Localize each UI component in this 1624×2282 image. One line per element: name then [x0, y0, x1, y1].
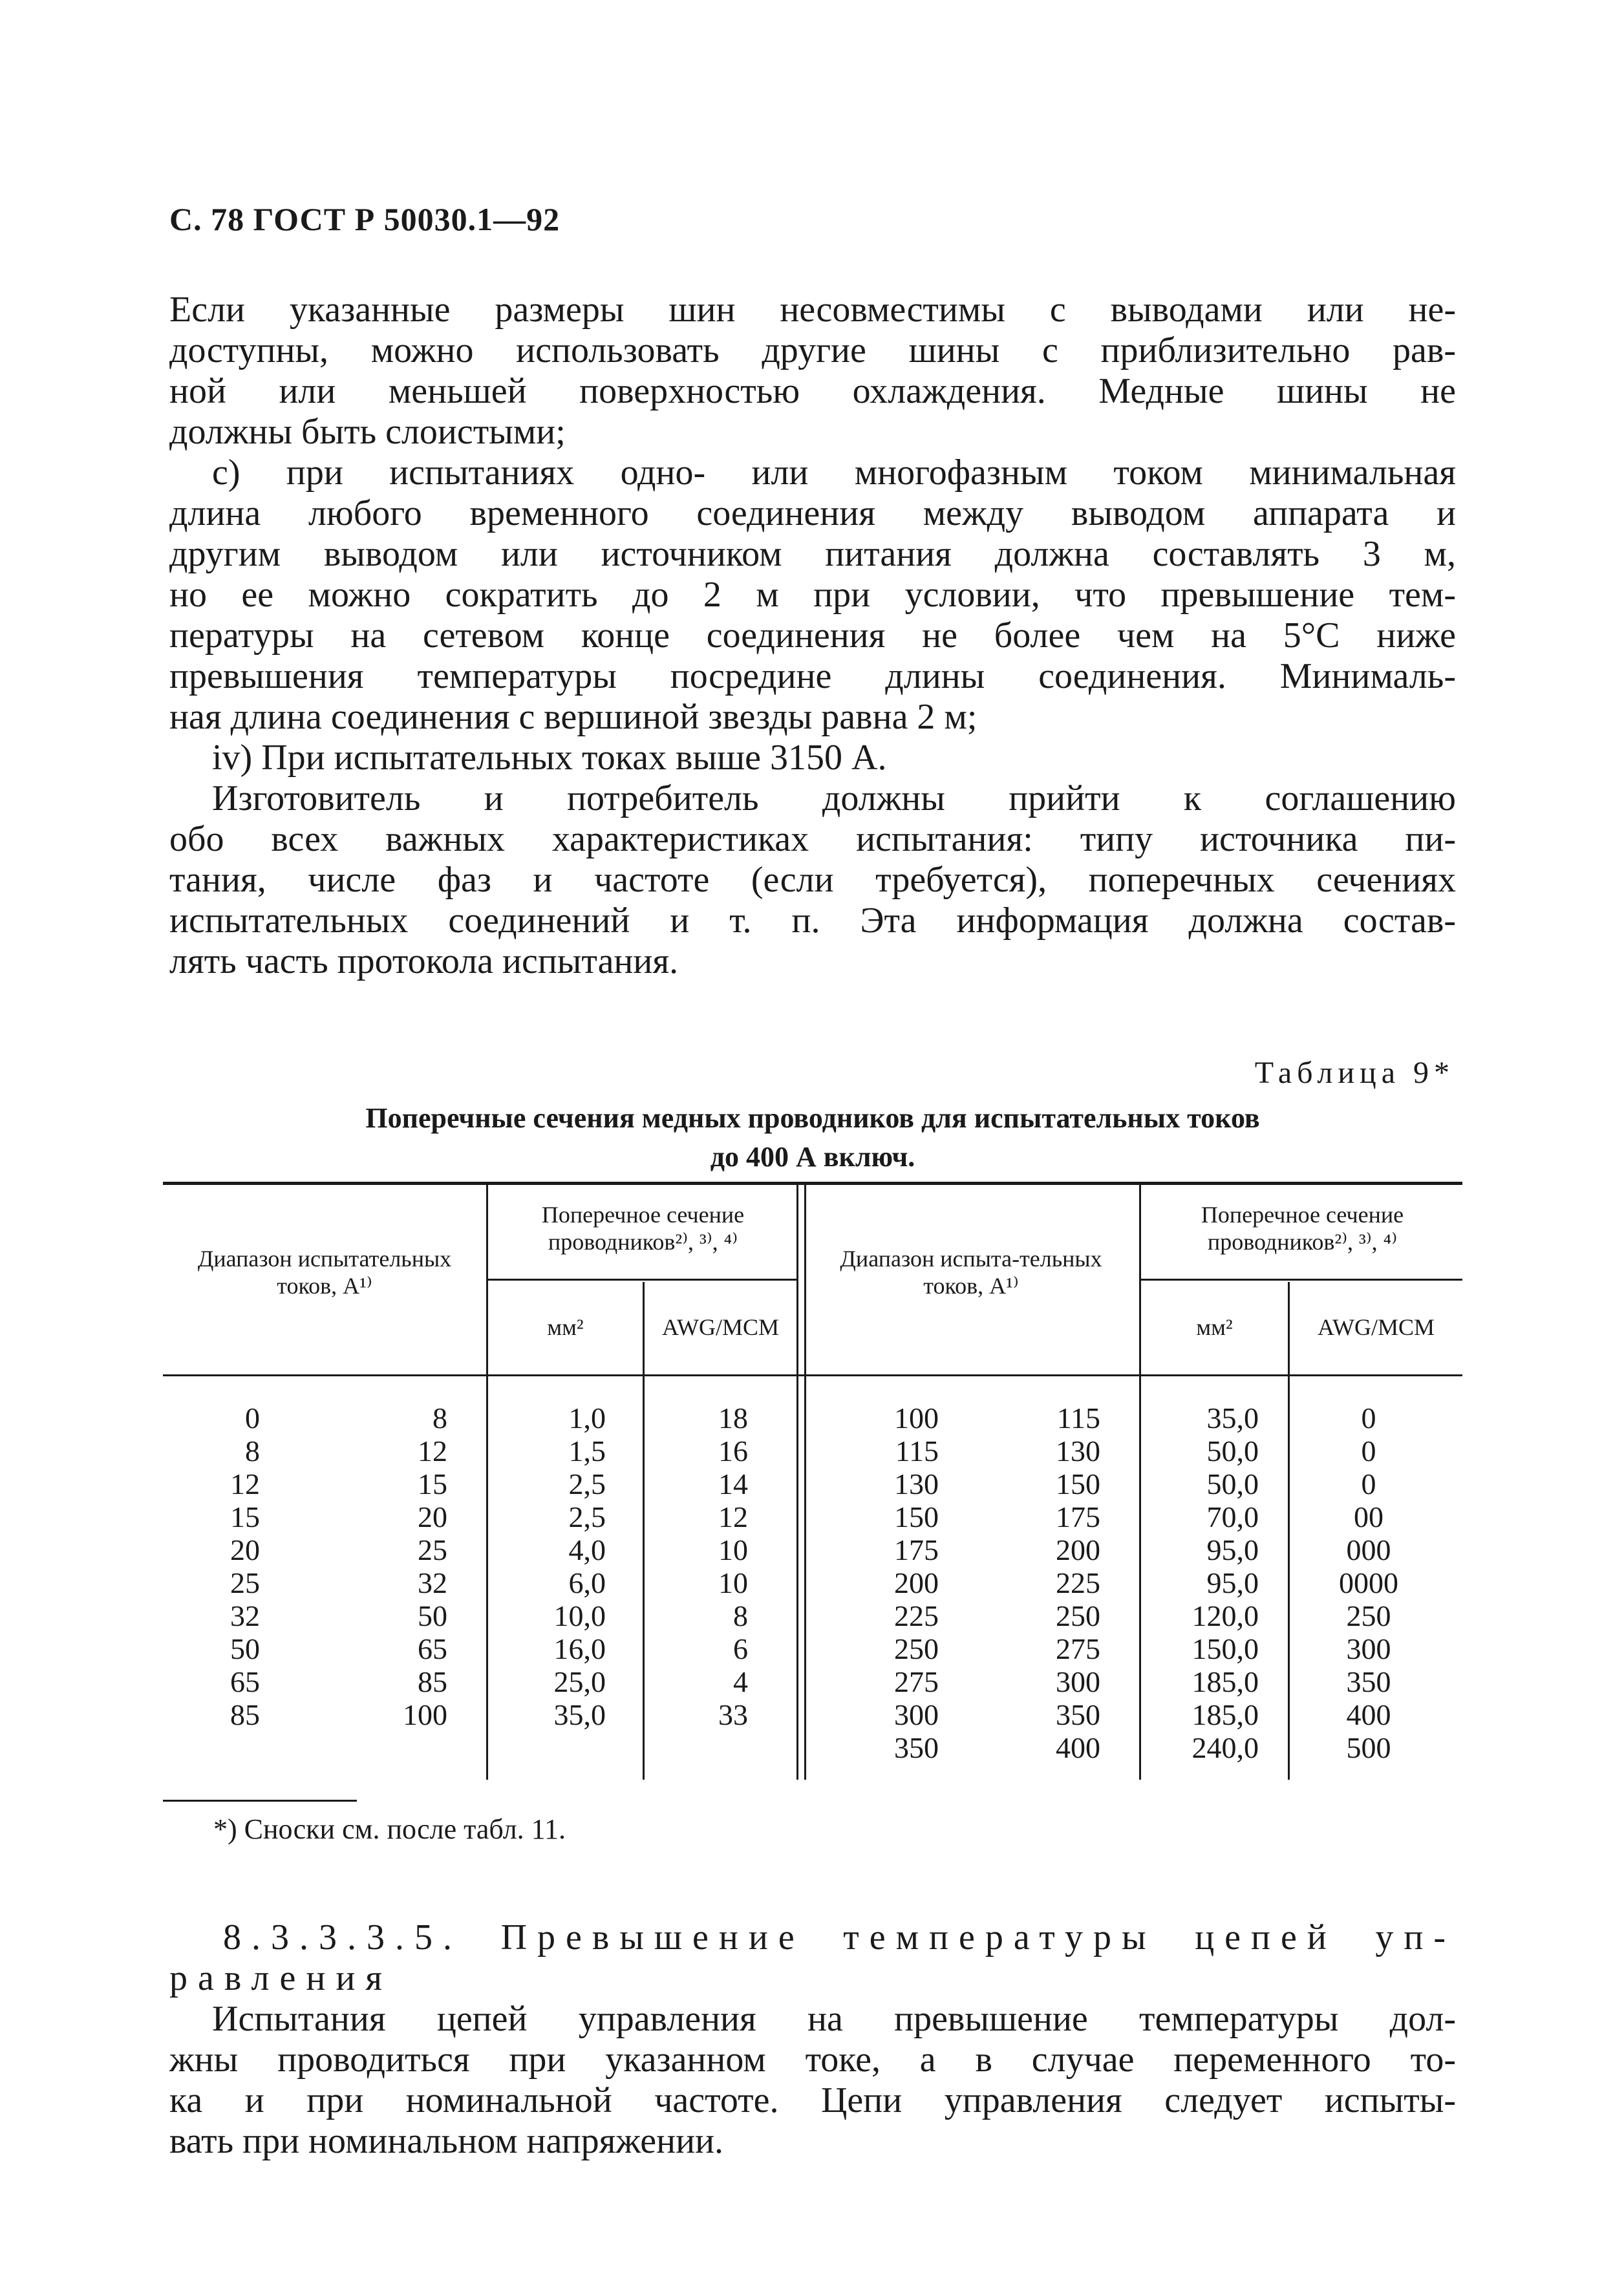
table-cell: 0000	[1339, 1566, 1398, 1599]
table-cell: 16,0	[553, 1632, 606, 1665]
column-right-from	[868, 1402, 939, 1764]
table-cell: 250	[1056, 1599, 1100, 1632]
table-cell: 200	[1056, 1533, 1100, 1566]
table-cell: 185,0	[1191, 1665, 1259, 1698]
table-cell: 275	[1056, 1632, 1100, 1665]
paragraph-busbars	[169, 290, 1456, 453]
text-line: тания, числе фаз и частоте (если требуется), поперечных сечениях	[169, 860, 1456, 900]
table-cell: 250	[1346, 1599, 1391, 1632]
table-cell: 0	[1361, 1402, 1376, 1434]
table-cell: 15	[418, 1467, 447, 1500]
text-line: вать при номинальном напряжении.	[169, 2121, 724, 2161]
table-cell: 250	[894, 1632, 939, 1665]
table-cell: 95,0	[1206, 1533, 1259, 1566]
table-cell: 2,5	[568, 1500, 606, 1533]
header-range-left: Диапазон испытательных токов, А¹⁾	[197, 1246, 452, 1299]
table-cell: 14	[718, 1467, 748, 1500]
column-left-from	[202, 1402, 260, 1731]
table-title-line: до 400 А включ.	[710, 1141, 915, 1173]
table-cell: 350	[1346, 1665, 1391, 1698]
table-cell: 0	[1361, 1434, 1376, 1467]
table-cell: 185,0	[1191, 1698, 1259, 1731]
header-section-left: Поперечное сечение проводников²⁾, ³⁾, ⁴⁾	[541, 1202, 745, 1255]
column-left-mm2	[525, 1402, 606, 1731]
table-cell: 35,0	[1206, 1402, 1259, 1434]
text-line: лять часть протокола испытания.	[169, 941, 679, 981]
table-cell: 18	[718, 1402, 748, 1434]
table-cell: 115	[895, 1434, 939, 1467]
table-cell: 4,0	[568, 1533, 606, 1566]
column-right-mm2	[1162, 1402, 1259, 1764]
table-cell: 275	[894, 1665, 939, 1698]
text-line: iv) При испытательных токах выше 3150 А.	[212, 738, 887, 778]
paragraph-item-c	[169, 453, 1456, 738]
column-divider	[1139, 1185, 1141, 1780]
table-caption: Таблица 9*	[1254, 1056, 1455, 1090]
table-cell: 350	[1056, 1698, 1100, 1731]
table-cell: 120,0	[1191, 1599, 1259, 1632]
page-header: С. 78 ГОСТ Р 50030.1—92	[169, 201, 561, 237]
table-cell: 100	[894, 1402, 939, 1434]
table-cell: 85	[230, 1698, 260, 1731]
text-line: длина любого временного соединения между выводом аппарата и	[169, 493, 1456, 533]
column-right-to	[1029, 1402, 1100, 1764]
text-line: превышения температуры посредине длины соединения. Минималь-	[169, 656, 1456, 696]
column-left-to	[376, 1402, 447, 1731]
text-line: другим выводом или источником питания должна составлять 3 м,	[169, 534, 1456, 574]
column-divider	[1288, 1282, 1290, 1780]
section-heading-continued	[169, 1958, 428, 1999]
text-line: жны проводиться при указанном токе, а в случае переменного то-	[169, 2040, 1456, 2080]
paragraph-agreement	[169, 778, 1456, 982]
table-cell: 175	[894, 1533, 939, 1566]
table-title	[169, 1099, 1456, 1177]
header-mm2-right: мм²	[1196, 1314, 1233, 1340]
text-line: но ее можно сократить до 2 м при условии, что превышение тем-	[169, 575, 1456, 615]
table-cell: 65	[230, 1665, 260, 1698]
header-range-right: Диапазон испыта-тельных токов, А¹⁾	[840, 1246, 1102, 1299]
table-cell: 350	[894, 1731, 939, 1764]
table-cell: 300	[894, 1698, 939, 1731]
table-cell: 0	[1361, 1467, 1376, 1500]
table-cell: 2,5	[568, 1467, 606, 1500]
table-cell: 130	[1056, 1434, 1100, 1467]
header-awg-right: AWG/MCM	[1317, 1314, 1435, 1340]
table-cell: 150,0	[1191, 1632, 1259, 1665]
table-cell: 12	[418, 1434, 447, 1467]
table-cell: 32	[418, 1566, 447, 1599]
table-cell: 500	[1346, 1731, 1391, 1764]
paragraph-control-circuits	[169, 1999, 1456, 2162]
table-cell: 100	[403, 1698, 447, 1731]
table-cell: 85	[418, 1665, 447, 1698]
text-line: обо всех важных характеристиках испытания: типу источника пи-	[169, 819, 1456, 859]
table-cell: 33	[718, 1698, 748, 1731]
table-cell: 10	[718, 1566, 748, 1599]
text-line: доступны, можно использовать другие шины с приблизительно рав-	[169, 330, 1456, 370]
table-cell: 400	[1056, 1731, 1100, 1764]
table-cell: 240,0	[1191, 1731, 1259, 1764]
table-cell: 50	[418, 1599, 447, 1632]
table-cell: 000	[1346, 1533, 1391, 1566]
table-cell: 6,0	[568, 1566, 606, 1599]
table-cell: 15	[230, 1500, 260, 1533]
table-cell: 25	[230, 1566, 260, 1599]
table-cell: 8	[245, 1434, 260, 1467]
table-cell: 4	[733, 1665, 748, 1698]
column-divider	[796, 1185, 798, 1780]
header-mm2-left: мм²	[547, 1314, 584, 1340]
table-cell: 25,0	[553, 1665, 606, 1698]
table-cell: 300	[1346, 1632, 1391, 1665]
text-line: ная длина соединения с вершиной звезды равна 2 м;	[169, 697, 978, 737]
column-divider	[486, 1185, 488, 1780]
table-top-rule	[163, 1182, 1462, 1185]
table-cell: 0	[245, 1402, 260, 1434]
text-line: Если указанные размеры шин несовместимы с выводами или не-	[169, 290, 1456, 330]
table-cell: 225	[894, 1599, 939, 1632]
table-cell: 8	[733, 1599, 748, 1632]
footnote-rule	[163, 1800, 357, 1802]
table-cell: 50,0	[1206, 1467, 1259, 1500]
table-cell: 130	[894, 1467, 939, 1500]
table-title-line: Поперечные сечения медных проводников для испытательных токов	[365, 1102, 1260, 1134]
column-left-awg	[687, 1402, 748, 1731]
text-line: испытательных соединений и т. п. Эта информация должна состав-	[169, 901, 1456, 941]
table-cell: 10	[718, 1533, 748, 1566]
table-cell: 16	[718, 1434, 748, 1467]
table-cell: 200	[894, 1566, 939, 1599]
table-cell: 50	[230, 1632, 260, 1665]
text-line: Изготовитель и потребитель должны прийти к соглашению	[212, 778, 1456, 818]
text-line: c) при испытаниях одно- или многофазным током минимальная	[212, 453, 1456, 493]
column-divider	[643, 1282, 645, 1780]
table-cell: 115	[1056, 1402, 1100, 1434]
table-cell: 150	[894, 1500, 939, 1533]
table-cell: 175	[1056, 1500, 1100, 1533]
paragraph-item-iv	[169, 738, 1456, 778]
heading-line: равления	[169, 1958, 393, 1998]
header-section-right: Поперечное сечение проводников²⁾, ³⁾, ⁴⁾	[1201, 1202, 1404, 1255]
table-cell: 65	[418, 1632, 447, 1665]
table-cell: 50,0	[1206, 1434, 1259, 1467]
footnote: *) Сноски см. после табл. 11.	[213, 1813, 566, 1845]
text-line: должны быть слоистыми;	[169, 412, 566, 452]
text-line: Испытания цепей управления на превышение температуры дол-	[212, 1999, 1456, 2039]
header-bottom-rule	[163, 1374, 1462, 1376]
table-cell: 300	[1056, 1665, 1100, 1698]
header-rule	[486, 1279, 796, 1281]
table-cell: 32	[230, 1599, 260, 1632]
table-cell: 150	[1056, 1467, 1100, 1500]
table-cell: 6	[733, 1632, 748, 1665]
table-cell: 8	[433, 1402, 447, 1434]
table-cell: 00	[1354, 1500, 1384, 1533]
table-cell: 20	[230, 1533, 260, 1566]
header-rule	[1139, 1279, 1462, 1281]
section-heading	[223, 1917, 1456, 1958]
table-cell: 12	[230, 1467, 260, 1500]
table-cell: 95,0	[1206, 1566, 1259, 1599]
text-line: ной или меньшей поверхностью охлаждения. Медные шины не	[169, 371, 1456, 411]
text-line: ка и при номинальной частоте. Цепи управления следует испыты-	[169, 2080, 1456, 2120]
table-cell: 25	[418, 1533, 447, 1566]
column-divider	[804, 1185, 806, 1780]
text-line: пературы на сетевом конце соединения не более чем на 5°С ниже	[169, 615, 1456, 656]
table-cell: 400	[1346, 1698, 1391, 1731]
table-cell: 1,0	[568, 1402, 606, 1434]
table-cell: 70,0	[1206, 1500, 1259, 1533]
table-cell: 12	[718, 1500, 748, 1533]
heading-line: 8.3.3.3.5. Превышение температуры цепей уп-	[223, 1917, 1456, 1957]
table-cell: 20	[418, 1500, 447, 1533]
column-right-awg	[1320, 1402, 1417, 1764]
table-cell: 225	[1056, 1566, 1100, 1599]
table-cell: 10,0	[553, 1599, 606, 1632]
header-awg-left: AWG/MCM	[661, 1314, 780, 1340]
table-cell: 35,0	[553, 1698, 606, 1731]
table-cell: 1,5	[568, 1434, 606, 1467]
